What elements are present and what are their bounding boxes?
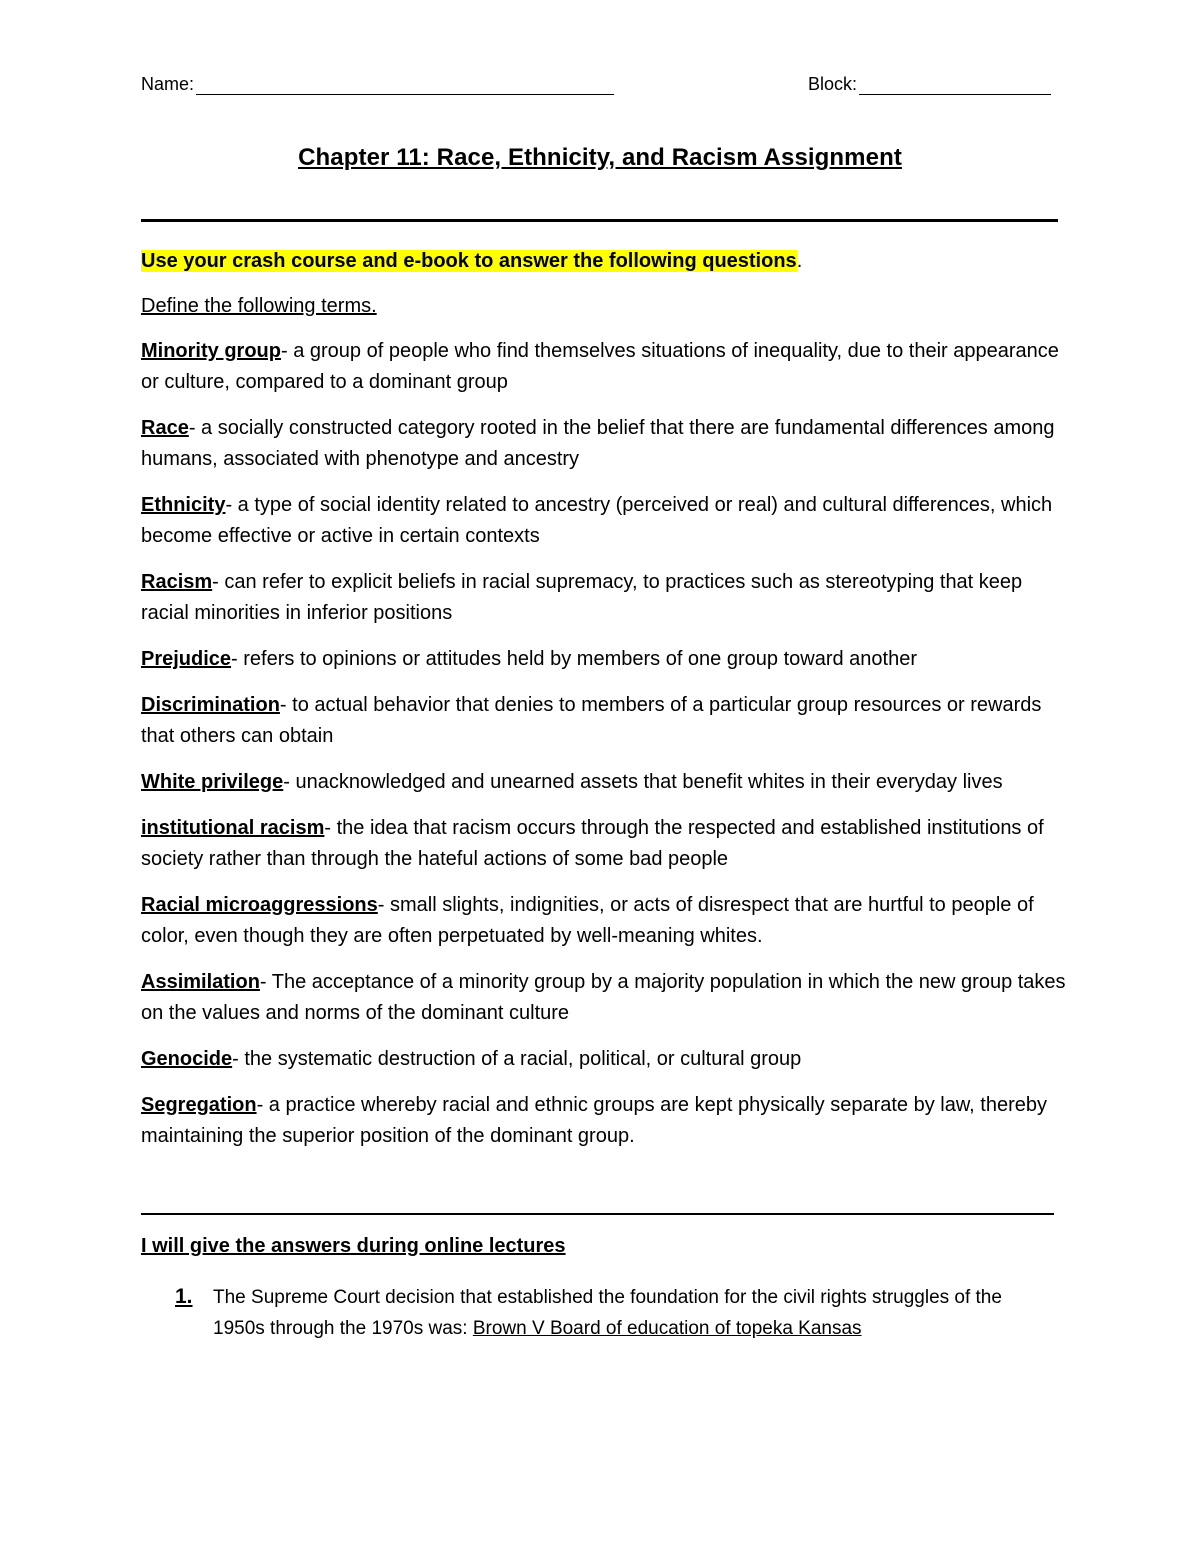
term-name: Race xyxy=(141,417,189,439)
block-field[interactable] xyxy=(808,74,1051,95)
term-definition-text: - to actual behavior that denies to members of a particular group resources or rewards that others can obtain xyxy=(141,694,1042,747)
term-definition-text: - can refer to explicit beliefs in racial supremacy, to practices such as stereotyping that keep racial minorities in inferior positions xyxy=(141,571,1023,624)
term-definition xyxy=(141,1044,1066,1075)
term-definition xyxy=(141,690,1066,752)
term-name: Racial microaggressions xyxy=(141,894,378,916)
terms-list xyxy=(141,336,1066,1152)
name-blank-line[interactable] xyxy=(196,74,614,95)
question-number: 1. xyxy=(175,1285,193,1308)
term-name: Racism xyxy=(141,571,213,593)
question-answer[interactable]: Brown V Board of education of topeka Kansas xyxy=(472,1318,862,1339)
term-name: Minority group xyxy=(141,340,281,362)
instruction xyxy=(141,246,1066,277)
definitions-subheading: Define the following terms. xyxy=(141,295,377,317)
term-definition xyxy=(141,336,1066,398)
term-name: Discrimination xyxy=(141,694,280,716)
term-definition-text: - a socially constructed category rooted in the belief that there are fundamental differences among humans, associated with phenotype and ancestry xyxy=(141,417,1055,470)
header-row xyxy=(141,74,1054,100)
term-definition-text: - a type of social identity related to ancestry (perceived or real) and cultural differences, which become effective or active in certain contexts xyxy=(141,494,1053,547)
term-definition xyxy=(141,967,1066,1029)
term-definition xyxy=(141,644,1066,675)
term-definition xyxy=(141,813,1066,875)
question-text: The Supreme Court decision that established the foundation for the civil rights struggles of the xyxy=(213,1287,1002,1308)
term-definition xyxy=(141,1090,1066,1152)
term-definition-text: - small slights, indignities, or acts of disrespect that are hurtful to people of color, even though they are often perpetuated by well-meaning whites. xyxy=(141,894,1034,947)
question-text-cont: 1950s through the 1970s was: xyxy=(213,1318,473,1339)
definitions-section xyxy=(141,246,1066,1167)
question-line-2 xyxy=(141,1313,1061,1344)
term-definition xyxy=(141,767,1066,798)
term-definition-text: - a group of people who find themselves situations of inequality, due to their appearance or culture, compared to a dominant group xyxy=(141,340,1059,393)
term-name: Assimilation xyxy=(141,971,260,993)
block-blank-line[interactable] xyxy=(859,74,1051,95)
question-item xyxy=(141,1281,1061,1344)
term-name: White privilege xyxy=(141,771,284,793)
term-name: Genocide xyxy=(141,1048,233,1070)
term-name: Prejudice xyxy=(141,648,232,670)
lecture-heading: I will give the answers during online lectures xyxy=(141,1235,566,1257)
term-name: Segregation xyxy=(141,1094,257,1116)
term-name: institutional racism xyxy=(141,817,325,839)
instruction-period: . xyxy=(796,250,803,272)
instruction-highlight: Use your crash course and e-book to answer the following questions xyxy=(141,250,797,272)
name-field[interactable] xyxy=(141,74,614,95)
term-definition xyxy=(141,490,1066,552)
page-title: Chapter 11: Race, Ethnicity, and Racism Assignment xyxy=(298,144,902,171)
name-label: Name: xyxy=(141,74,195,94)
term-definition xyxy=(141,413,1066,475)
term-definition xyxy=(141,567,1066,629)
term-definition-text: - a practice whereby racial and ethnic groups are kept physically separate by law, thereby maintaining the superior position of the dominant group. xyxy=(141,1094,1047,1147)
term-definition-text: - refers to opinions or attitudes held by members of one group toward another xyxy=(231,648,917,670)
title-divider xyxy=(141,219,1058,222)
term-definition-text: - unacknowledged and unearned assets that benefit whites in their everyday lives xyxy=(283,771,1003,793)
question-line-1 xyxy=(141,1281,1061,1313)
term-definition-text: - the systematic destruction of a racial, political, or cultural group xyxy=(232,1048,802,1070)
term-definition xyxy=(141,890,1066,952)
block-label: Block: xyxy=(808,74,858,94)
term-name: Ethnicity xyxy=(141,494,226,516)
section-divider xyxy=(141,1213,1054,1215)
term-definition-text: - The acceptance of a minority group by a majority population in which the new group takes on the values and norms of the dominant culture xyxy=(141,971,1066,1024)
term-definition-text: - the idea that racism occurs through the respected and established institutions of society rather than through the hateful actions of some bad people xyxy=(141,817,1044,870)
